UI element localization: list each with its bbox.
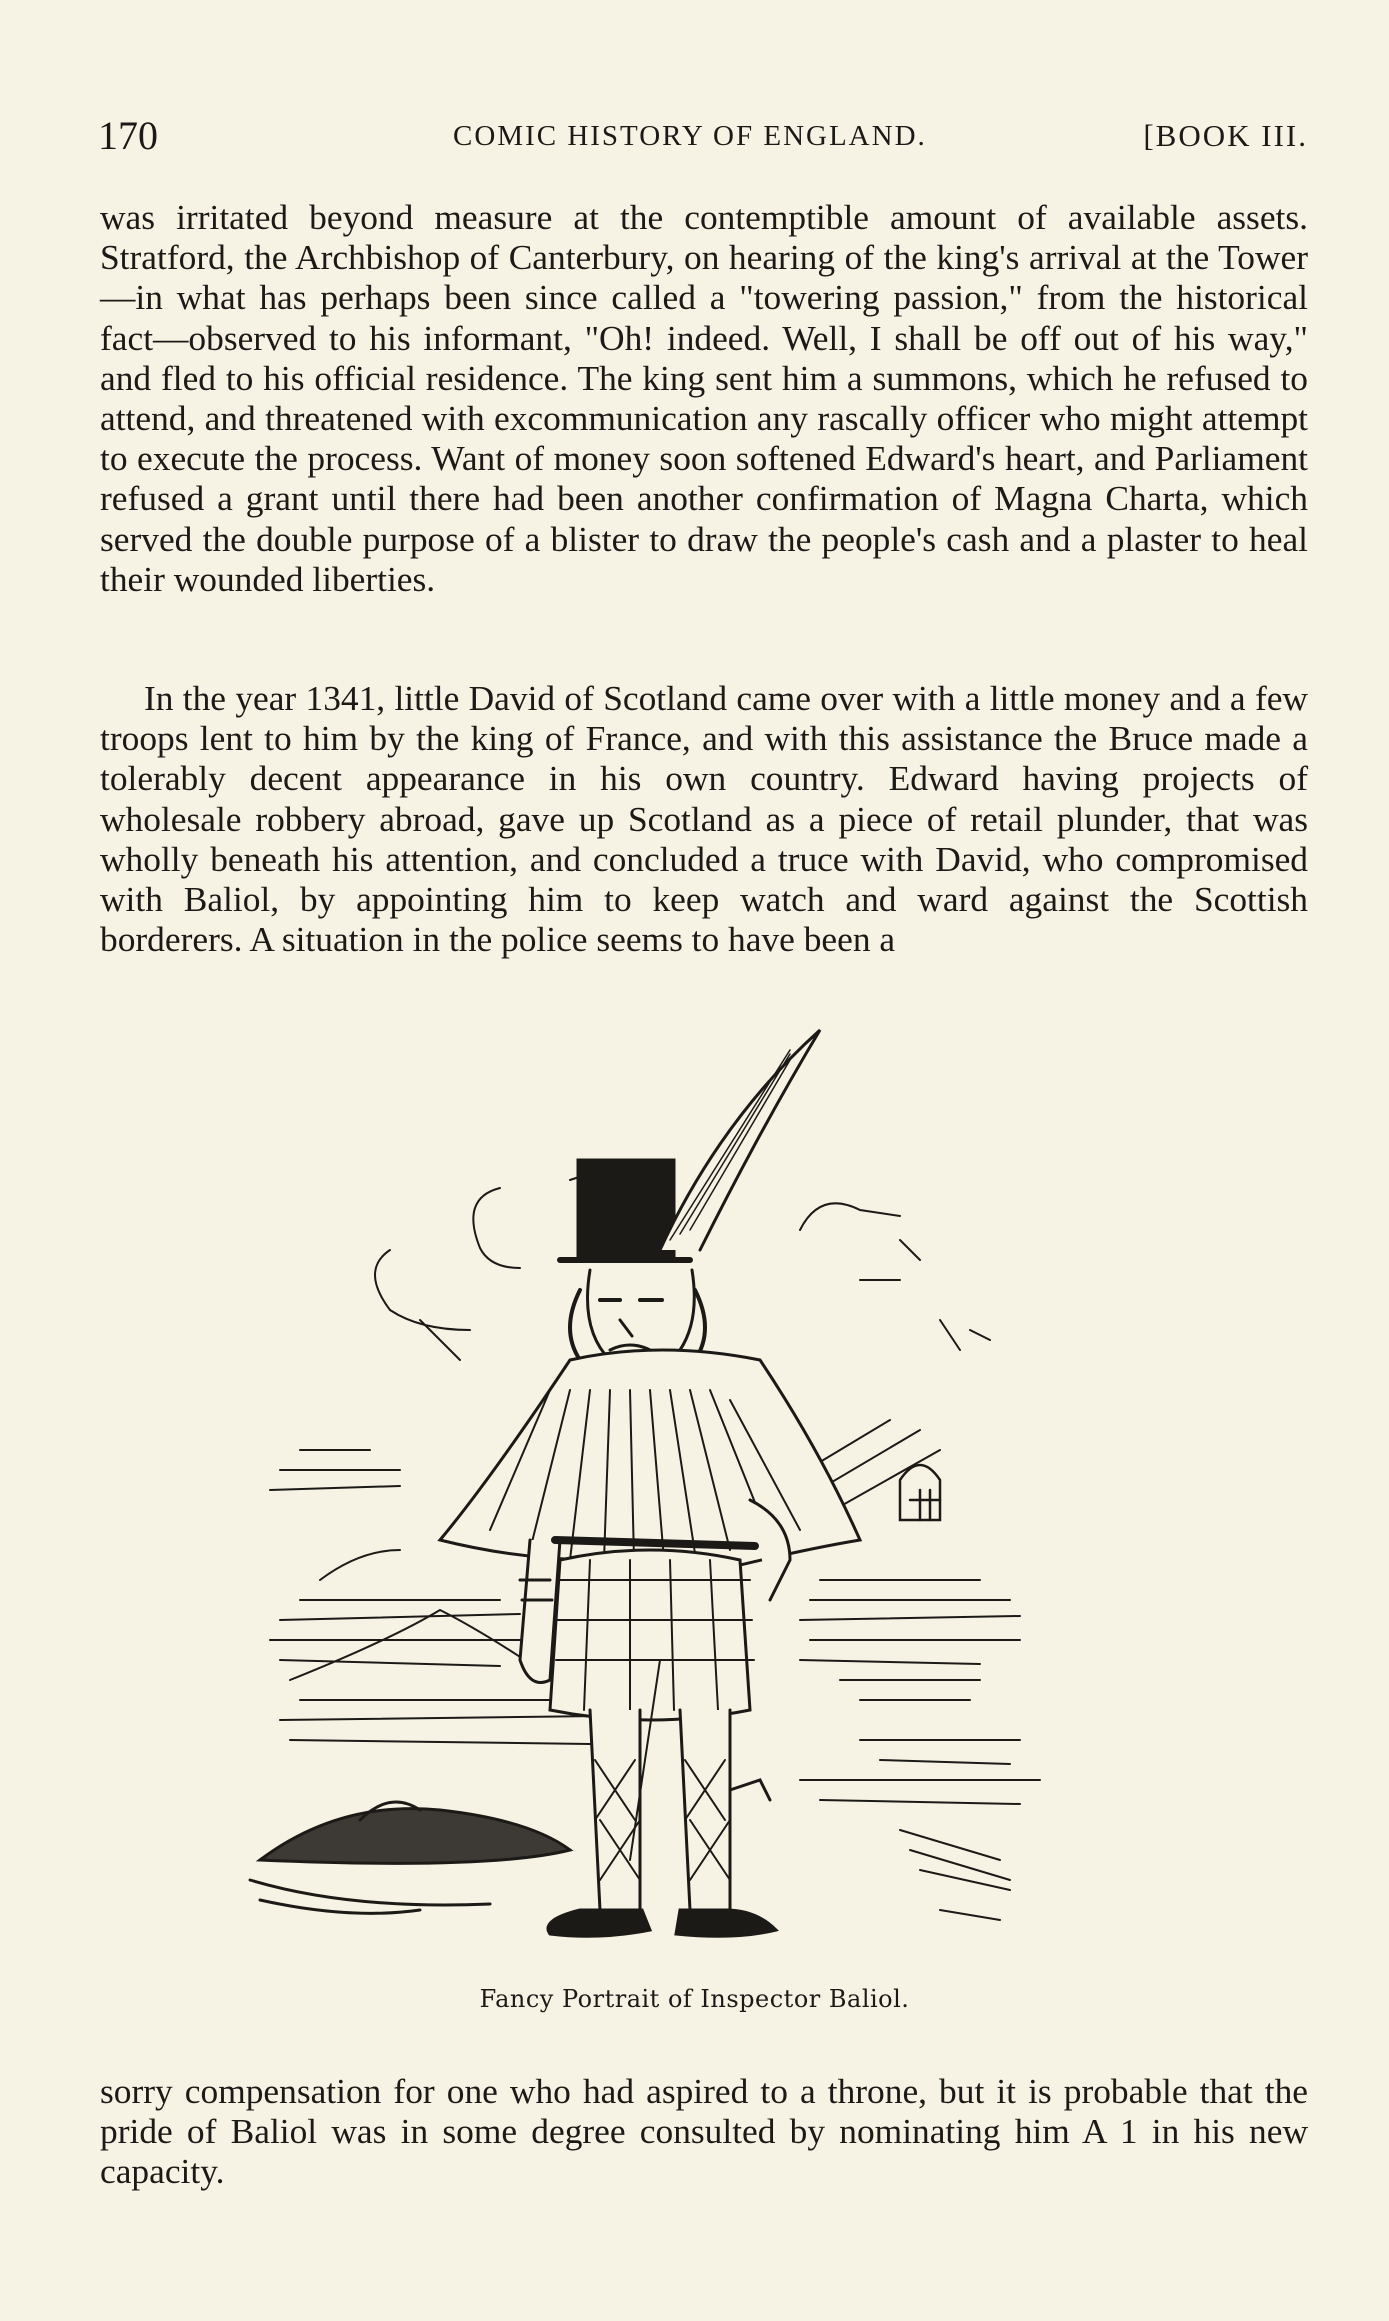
figure-caption: Fancy Portrait of Inspector Baliol. [479, 1985, 910, 2013]
hat [560, 1030, 820, 1260]
book-label: [BOOK III. [1143, 118, 1308, 153]
illustration-inspector-baliol [240, 1020, 1160, 1980]
feet [548, 1910, 776, 1936]
paragraph-2: In the year 1341, little David of Scotland came over with a little money and a few troops lent to him by the king of France, and with this assistance the Bruce made a tolerably decent appearance in his own country. Edward having projects of wholesale robbery abroad, gave up Scotland as a piece of retail plunder, that was wholly beneath his attention, and concluded a truce with David, who compromised with Baliol, by appointing him to keep watch and ward against the Scottish borderers. A situation in the police seems to have been a [100, 678, 1308, 960]
cape [440, 1350, 860, 1570]
running-title: COMIC HISTORY OF ENGLAND. [453, 120, 927, 152]
paragraph-1: was irritated beyond measure at the contemptible amount of available assets. Stratford, the Archbishop of Canterbury, on hearing of the king's arrival at the Tower—in what has perhaps been since called a "towering passion," from the historical fact—observed to his informant, "Oh! indeed. Well, I shall be off out of his way," and fled to his official residence. The king sent him a summons, which he refused to attend, and threatened with excommunication any rascally officer who might attempt to execute the process. Want of money soon softened Edward's heart, and Parliament refused a grant until there had been another confirmation of Magna Charta, which served the double purpose of a blister to draw the people's cash and a plaster to heal their wounded liberties. [100, 197, 1308, 599]
kilt [550, 1540, 755, 1720]
page-number: 170 [98, 113, 158, 158]
paragraph-3: sorry compensation for one who had aspired to a throne, but it is probable that the pride of Baliol was in some degree consulted by nominating him A 1 in his new capacity. [100, 2071, 1308, 2192]
distant-tower [900, 1465, 940, 1520]
foreground-rocks [250, 1802, 570, 1913]
page-header [98, 112, 1308, 162]
